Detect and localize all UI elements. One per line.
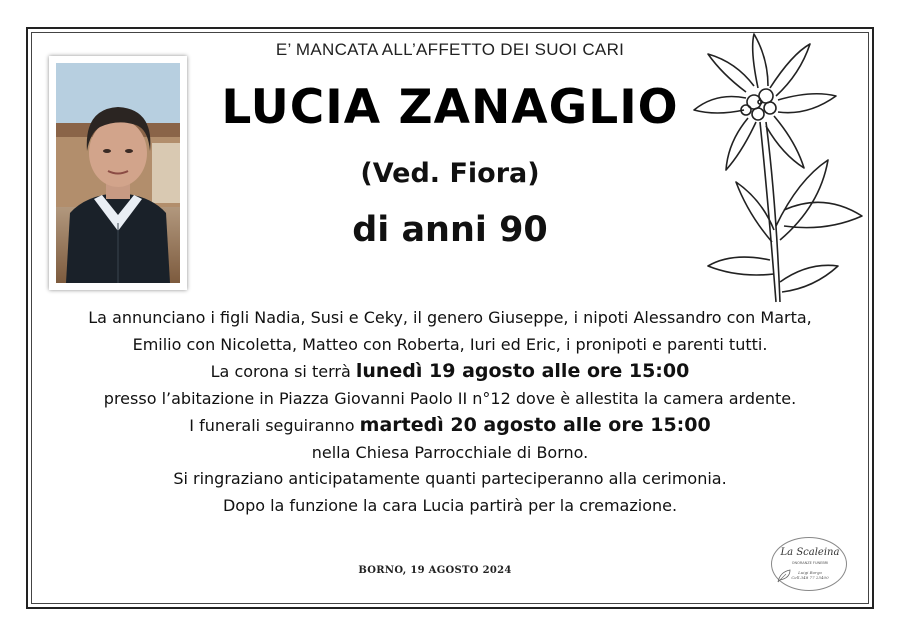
notice-header: E’ MANCATA ALL’AFFETTO DEI SUOI CARI [275,40,625,59]
body-line-5-text: I funerali seguiranno [189,416,360,435]
place-date: BORNO, 19 AGOSTO 2024 [358,565,512,576]
body-line-5 [40,412,860,440]
portrait-photo [49,56,187,290]
widow-of: (Ved. Fiora) [360,158,540,189]
edelweiss-icon [688,30,870,308]
logo-contact-name: Luigi Borgo [798,570,822,575]
body-line-7: Si ringraziano anticipatamente quanti parteciperanno alla cerimonia. [173,469,727,488]
body-line-1: La annunciano i figli Nadia, Susi e Ceky, il genero Giuseppe, i nipoti Alessandro con Marta, [88,308,812,327]
body-line-6: nella Chiesa Parrocchiale di Borno. [311,442,589,462]
wake-datetime: lunedì 19 agosto alle ore 15:00 [355,360,690,382]
body-line-2: Emilio con Nicoletta, Matteo con Roberta, Iuri ed Eric, i pronipoti e parenti tutti. [132,334,768,354]
deceased-name: LUCIA ZANAGLIO [221,80,679,135]
logo-name: La Scaleina [780,547,840,558]
body-line-3-text: La corona si terrà [210,362,356,381]
body-line-3 [40,358,860,386]
funeral-datetime: martedì 20 agosto alle ore 15:00 [359,414,711,436]
leaf-icon [776,566,794,584]
logo-contact-phone: Cell.348 77 25400 [791,575,829,580]
announcement-body [40,305,860,519]
body-line-8: Dopo la funzione la cara Lucia partirà per la cremazione. [222,495,678,515]
funeral-home-logo [771,537,847,591]
portrait-image [56,63,180,283]
body-line-4: presso l’abitazione in Piazza Giovanni Paolo II n°12 dove è allestita la camera ardente. [103,388,797,408]
logo-tagline: ONORANZE FUNEBRI [791,561,829,565]
age-text: di anni 90 [352,210,548,250]
